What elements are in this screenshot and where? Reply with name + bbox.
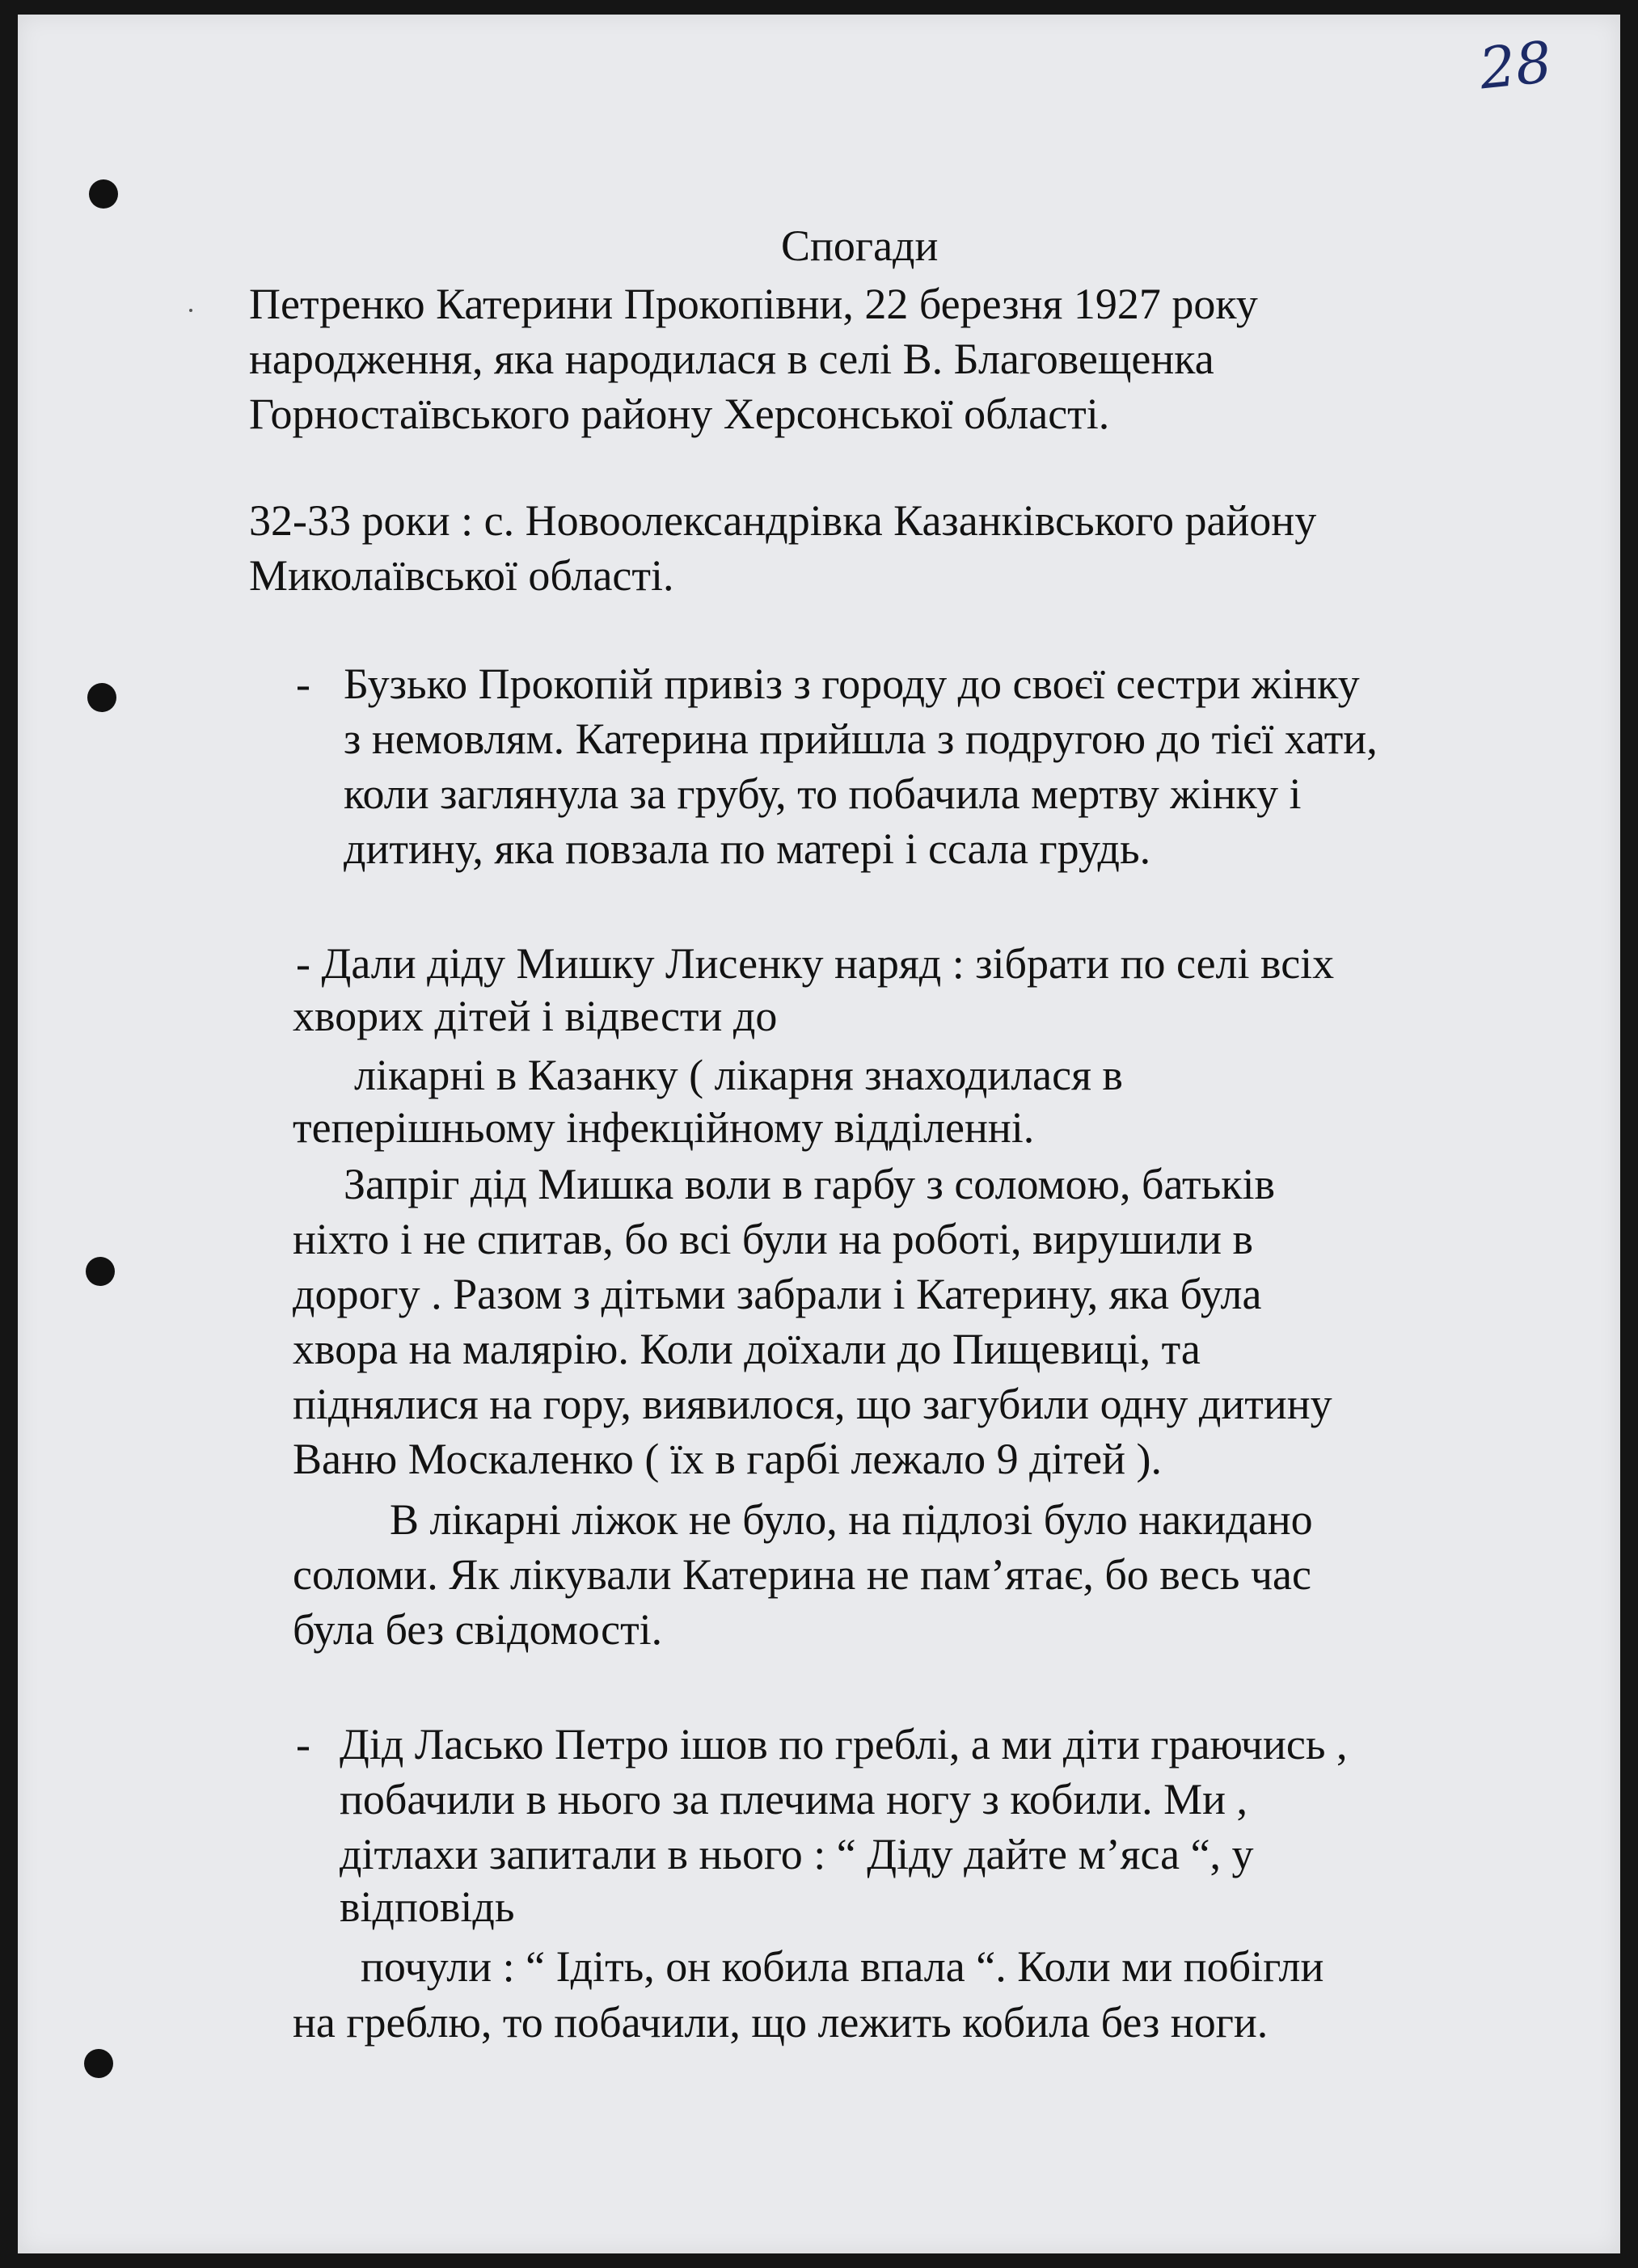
story-line: ніхто і не спитав, бо всі були на роботі, вирушили в	[293, 1215, 1254, 1263]
story-line: - Дали діду Мишку Лисенку наряд : зібрати по селі всіх	[296, 939, 1335, 988]
punch-hole	[86, 1257, 115, 1286]
story-line: почули : “ Ідіть, он кобила впала “. Коли ми побігли	[361, 1942, 1324, 1991]
story-line: соломи. Як лікували Катерина не пам’ятає, бо весь час	[293, 1550, 1311, 1599]
story-line: коли заглянула за грубу, то побачила мертву жінку і	[344, 769, 1302, 818]
story-line: на греблю, то побачили, що лежить кобила без ноги.	[293, 1998, 1269, 2047]
location-line: 32-33 роки : с. Новоолександрівка Казанківського району	[249, 496, 1317, 545]
story-line: Ваню Москаленко ( їх в гарбі лежало 9 дітей ).	[293, 1435, 1162, 1483]
story-line: хвора на малярію. Коли доїхали до Пищевиці, та	[293, 1325, 1201, 1373]
story-line: відповідь	[340, 1882, 515, 1931]
bullet-marker: -	[296, 1720, 310, 1768]
story-line: піднялися на гору, виявилося, що загубили одну дитину	[293, 1380, 1332, 1428]
story-line: хворих дітей і відвести до	[293, 992, 778, 1040]
story-line: В лікарні ліжок не було, на підлозі було накидано	[390, 1495, 1313, 1544]
story-line: була без свідомості.	[293, 1605, 663, 1654]
story-line: Запріг дід Мишка воли в гарбу з соломою, батьків	[344, 1160, 1276, 1208]
document-title: Спогади	[781, 221, 939, 270]
story-line: Бузько Прокопій привіз з городу до своєї сестри жінку	[344, 660, 1360, 708]
story-line: дитину, яка повзала по матері і ссала грудь.	[344, 824, 1151, 873]
paper-speck	[189, 309, 192, 312]
story-line: теперішньому інфекційному відділенні.	[293, 1103, 1035, 1152]
punch-hole	[89, 179, 118, 209]
punch-hole	[84, 2049, 113, 2078]
intro-line: Горностаївського району Херсонської області.	[249, 390, 1110, 438]
story-line: з немовлям. Катерина прийшла з подругою до тієї хати,	[344, 715, 1378, 763]
story-line: дітлахи запитали в нього : “ Діду дайте м’яса “, у	[340, 1830, 1254, 1878]
punch-hole	[87, 683, 116, 712]
story-line: Дід Ласько Петро ішов по греблі, а ми діти граючись ,	[340, 1720, 1348, 1768]
location-line: Миколаївської області.	[249, 551, 674, 600]
story-line: лікарні в Казанку ( лікарня знаходилася в	[354, 1051, 1123, 1099]
intro-line: народження, яка народилася в селі В. Благовещенка	[249, 335, 1214, 383]
intro-line: Петренко Катерини Прокопівни, 22 березня 1927 року	[249, 280, 1258, 328]
story-line: дорогу . Разом з дітьми забрали і Катерину, яка була	[293, 1270, 1262, 1318]
page-number: 28	[1475, 28, 1556, 103]
story-line: побачили в нього за плечима ногу з кобили. Ми ,	[340, 1775, 1248, 1823]
bullet-marker: -	[296, 660, 310, 708]
